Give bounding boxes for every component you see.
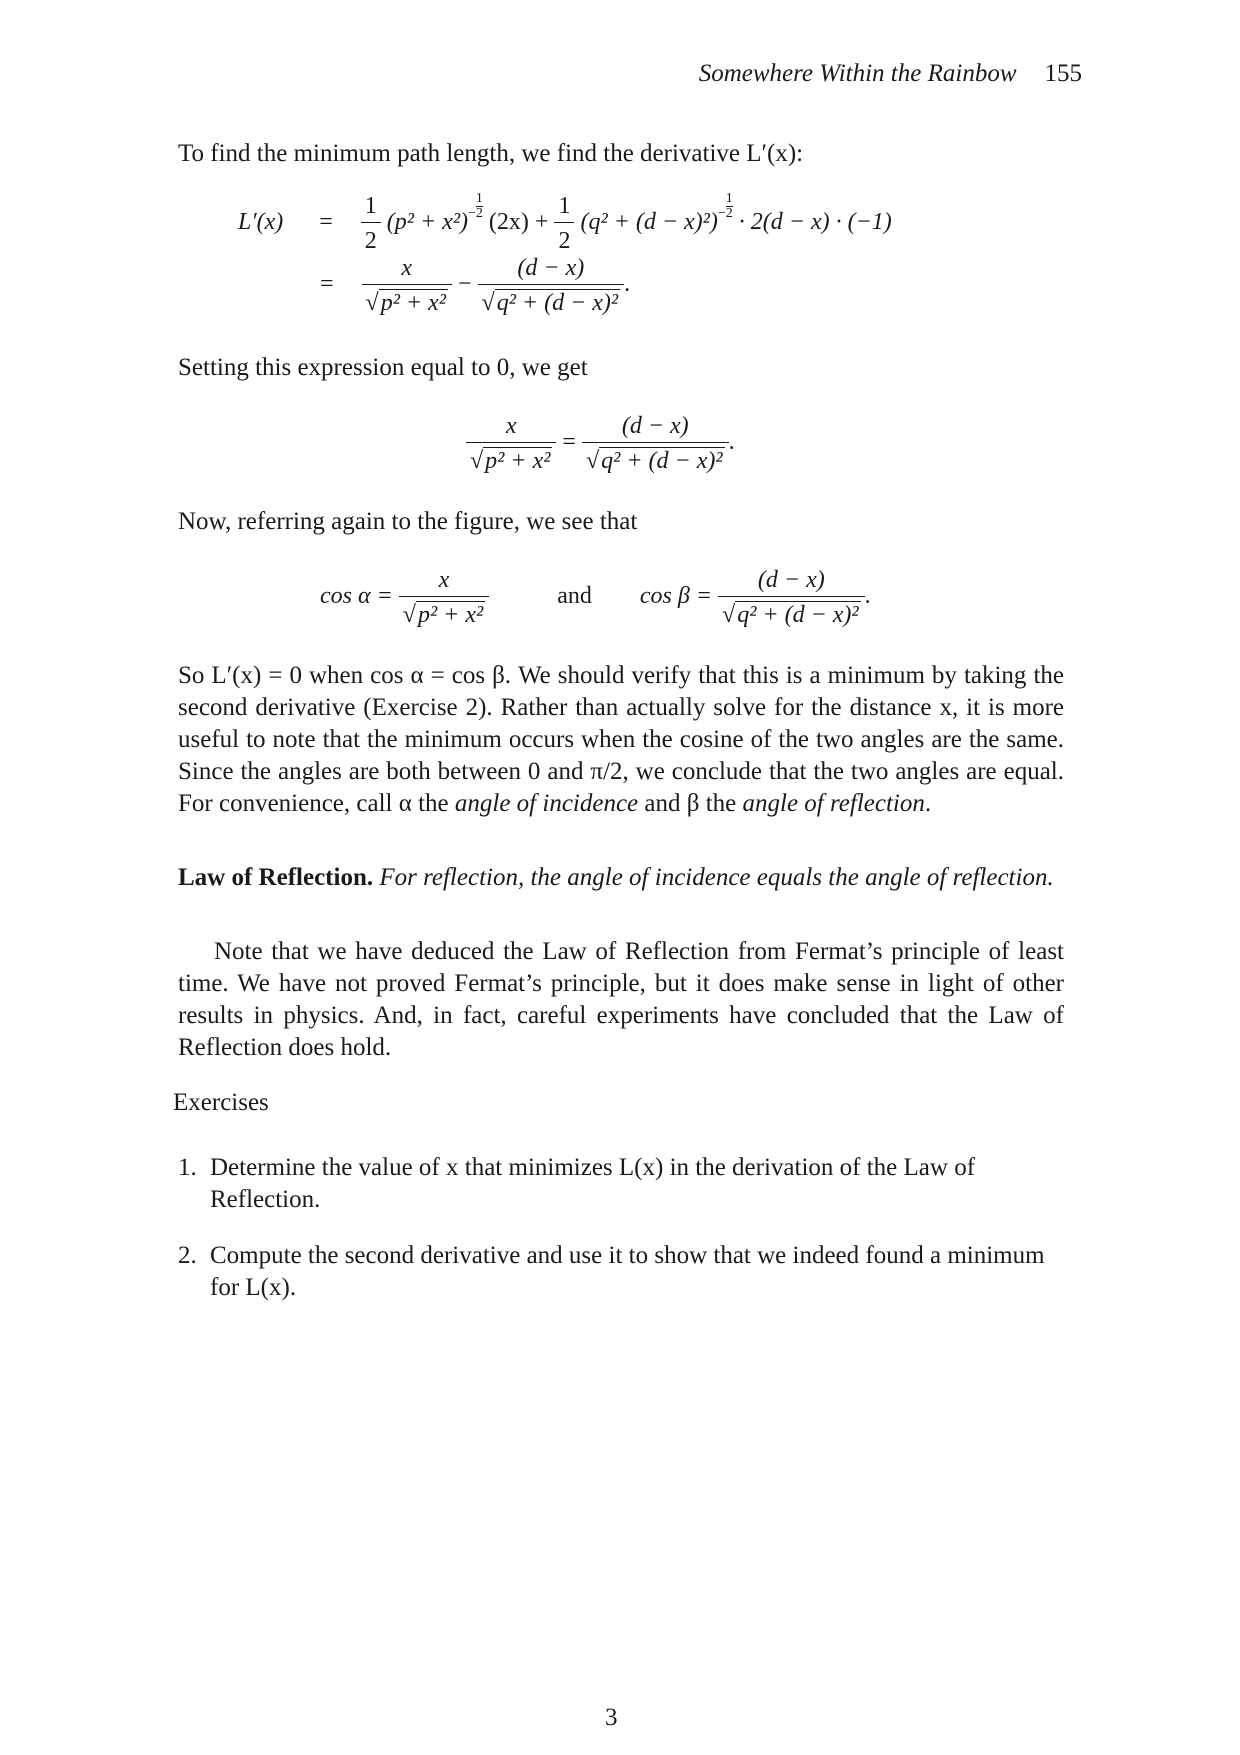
angle-of-reflection-term: angle of reflection [742, 790, 925, 817]
running-header [699, 58, 1082, 90]
cos-alpha-label: cos α = [320, 583, 393, 610]
running-title: Somewhere Within the Rainbow [698, 60, 1017, 87]
term1-base: (p² + x²) [386, 209, 469, 236]
term1-exponent: − $\frac{1}{2}$ [468, 191, 483, 222]
derivative-lhs: L′(x) [238, 209, 284, 236]
fraction-x-over-sqrt-p: $\frac{x}{\text{√p² + x²}}$ [362, 252, 452, 319]
law-body: For reflection, the angle of incidence equals the angle of reflection. [373, 864, 1054, 891]
cos-beta-fraction: $\frac{(d - x)}{\text{√q² + (d − x)²}}$ [718, 564, 865, 631]
angle-of-incidence-term: angle of incidence [454, 790, 639, 817]
cosine-equations: cos α = $\frac{x}{\text{√p² + x²}}$ and cos β = $\frac{(d - x)}{\text{√q² + (d − x)²}}$ . [320, 564, 871, 631]
header-page-number: 155 [1044, 60, 1082, 87]
term2-exponent: − $\frac{1}{2}$ [717, 191, 733, 222]
law-of-reflection [178, 862, 1064, 894]
exercises-heading: Exercises [173, 1089, 269, 1116]
half-fraction-1: $\frac{1}{2}$ [361, 190, 381, 257]
term1-factor: (2x) + [488, 209, 549, 236]
minus-sign: − [457, 271, 472, 298]
conclusion-paragraph: So L′(x) = 0 when cos α = cos β. We should verify that this is a minimum by taking the second derivative (Exercise 2). Rather than actually solve for the distance x, it is more useful to note that the minimum occurs when the cosine of the two angles are the same. Since the angles are both between 0 and π/2, we conclude that the two angles are equal. For convenience, call α the angle of incidence and β the angle of reflection. [178, 662, 1064, 817]
exercise-item: 1. Determine the value of x that minimizes L(x) in the derivation of the Law of Reflection. [178, 1154, 976, 1213]
zero-rhs-fraction: $\frac{(d - x)}{\text{√q² + (d − x)²}}$ [582, 410, 729, 477]
law-title: Law of Reflection. [178, 864, 374, 891]
cos-alpha-fraction: $\frac{x}{\text{√p² + x²}}$ [399, 564, 489, 631]
setting-paragraph: Setting this expression equal to 0, we get [178, 354, 588, 381]
half-fraction-2: $\frac{1}{2}$ [554, 190, 574, 257]
fraction-dx-over-sqrt-q: $\frac{(d - x)}{\text{√q² + (d − x)²}}$ [478, 252, 625, 319]
zero-equation: $\frac{x}{\text{√p² + x²}}$ = $\frac{(d - x)}{\text{√q² + (d − x)²}}$ . [466, 410, 735, 477]
footer-page-number: 3 [605, 1704, 618, 1731]
term2-factor: · 2(d − x) · (−1) [738, 209, 892, 236]
now-paragraph: Now, referring again to the figure, we see that [178, 508, 638, 535]
zero-lhs-fraction: $\frac{x}{\text{√p² + x²}}$ [466, 410, 556, 477]
and-word: and [557, 583, 592, 610]
derivative-line-1 [238, 190, 892, 257]
cos-beta-label: cos β = [639, 583, 713, 610]
derivative-line-2: = $\frac{x}{\text{√p² + x²}}$ − $\frac{(d - x)}{\text{√q² + (d − x)²}}$ . [320, 252, 630, 319]
note-paragraph: Note that we have deduced the Law of Reflection from Fermat’s principle of least time. We have not proved Fermat’s principle, but it does make sense in light of other results in physics. And, in fact, careful experiments have concluded that the Law of Reflection does hold. [178, 938, 1064, 1061]
exercise-item: 2. Compute the second derivative and use it to show that we indeed found a minimum for L(x). [178, 1242, 1045, 1301]
eq-sign-1: = [319, 209, 333, 236]
term2-base: (q² + (d − x)²) [580, 209, 718, 236]
eq-sign-2: = [320, 271, 334, 298]
intro-paragraph: To find the minimum path length, we find the derivative L′(x): [178, 140, 804, 167]
